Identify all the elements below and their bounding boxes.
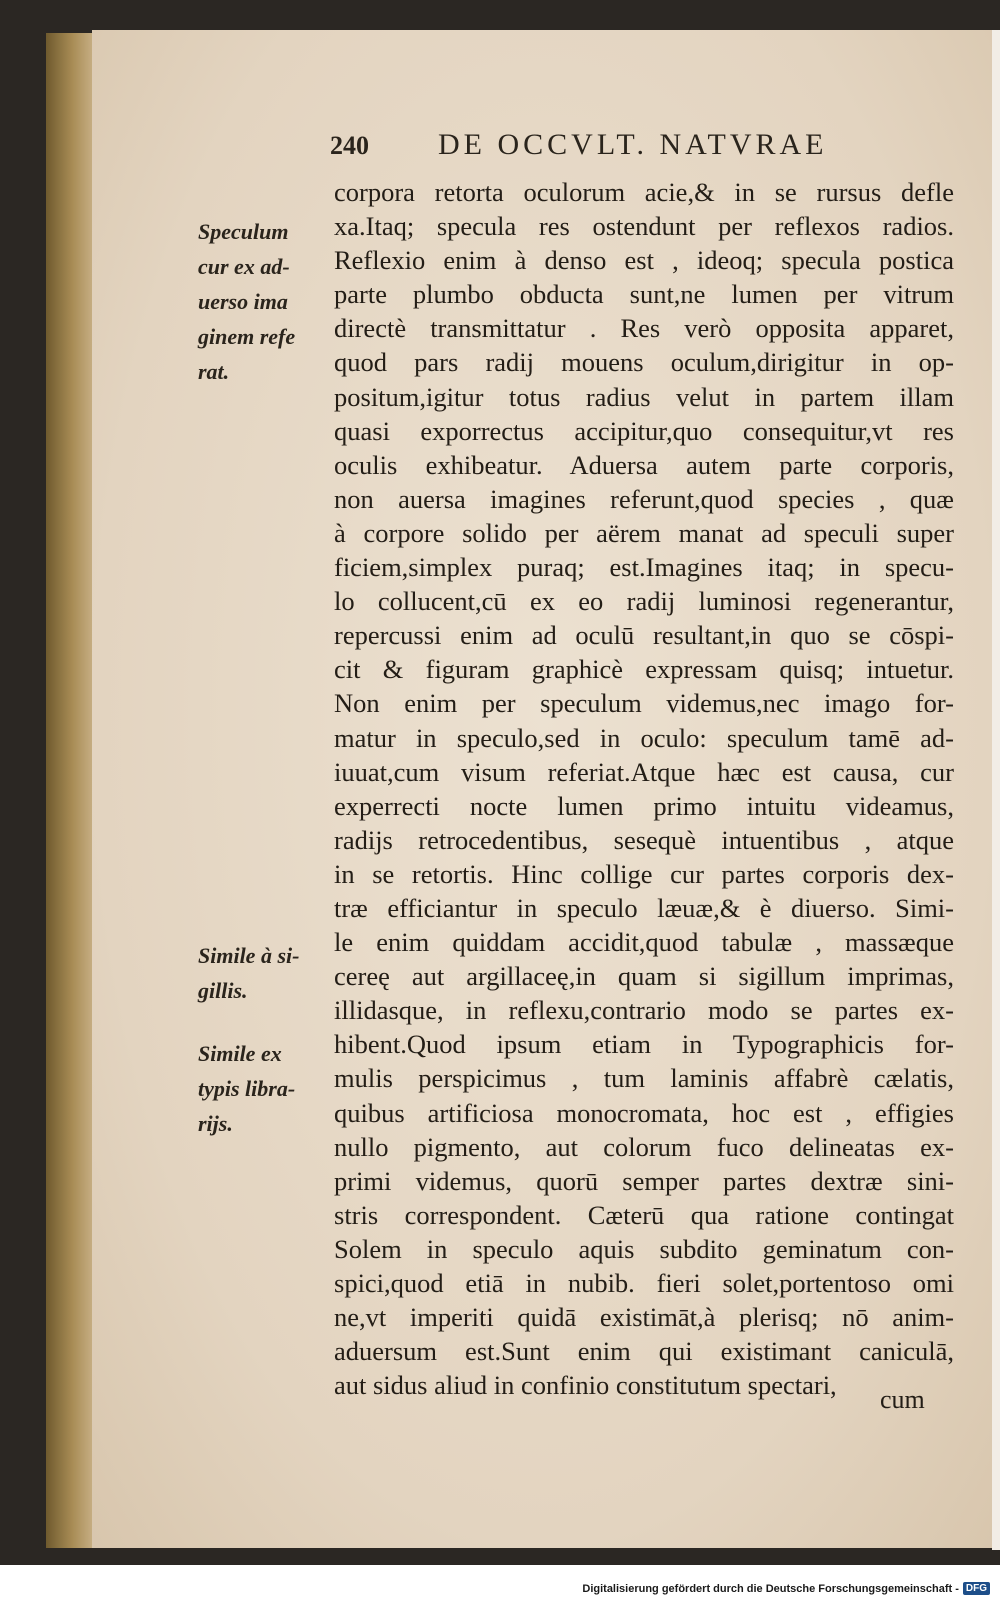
text-line: quasi exporrectus accipitur,quo consequitur,vt res: [334, 415, 954, 446]
running-title: DE OCCVLT. NATVRAE: [438, 128, 828, 161]
text-line: quibus artificiosa monocromata, hoc est , effigies: [334, 1097, 954, 1128]
text-line: radijs retrocedentibus, sesequè intuentibus , atque: [334, 824, 954, 855]
text-line: in se retortis. Hinc collige cur partes corporis dex-: [334, 858, 954, 889]
text-line: oculis exhibeatur. Aduersa autem parte corporis,: [334, 449, 954, 480]
text-line: parte plumbo obducta sunt,ne lumen per vitrum: [334, 279, 954, 310]
text-line: positum,igitur totus radius velut in partem illam: [334, 381, 954, 412]
margin-note-sigillis: [198, 938, 338, 1008]
text-line: quod pars radij mouens oculum,dirigitur in op-: [334, 347, 954, 378]
text-line: cit & figuram graphicè expressam quisq; intuetur.: [334, 654, 954, 685]
margin-note-line: gillis.: [198, 978, 248, 1003]
text-line: directè transmittatur . Res verò opposita apparet,: [334, 313, 954, 344]
margin-note-speculum: [198, 214, 338, 389]
margin-note-line: uerso ima: [198, 289, 288, 314]
digitization-credit: [582, 1582, 990, 1595]
margin-note-line: typis libra-: [198, 1076, 296, 1101]
dfg-logo: DFG: [963, 1582, 990, 1595]
text-line: illidasque, in reflexu,contrario modo se partes ex-: [334, 995, 954, 1026]
text-line: aduersum est.Sunt enim qui existimant caniculā,: [334, 1336, 954, 1367]
text-line: matur in speculo,sed in oculo: speculum tamē ad-: [334, 722, 954, 753]
margin-note-line: cur ex ad-: [198, 254, 290, 279]
text-line: lo collucent,cū ex eo radij luminosi regenerantur,: [334, 586, 954, 617]
credit-text: Digitalisierung gefördert durch die Deutsche Forschungsgemeinschaft -: [582, 1582, 959, 1595]
text-line: Solem in speculo aquis subdito geminatum con-: [334, 1233, 954, 1264]
margin-note-typis: [198, 1036, 338, 1141]
text-line: à corpore solido per aërem manat ad speculi super: [334, 517, 954, 548]
text-line: Non enim per speculum videmus,nec imago for-: [334, 688, 954, 719]
text-line: iuuat,cum visum referiat.Atque hæc est causa, cur: [334, 756, 954, 787]
text-line: primi videmus, quorū semper partes dextræ sini-: [334, 1165, 954, 1196]
margin-note-line: Speculum: [198, 219, 289, 244]
page-number: 240: [330, 131, 369, 160]
margin-note-line: rijs.: [198, 1111, 233, 1136]
text-line: ficiem,simplex puraq; est.Imagines itaq; in specu-: [334, 552, 954, 583]
book-gutter: [46, 33, 94, 1548]
running-head: [330, 128, 904, 168]
text-line: le enim quiddam accidit,quod tabulæ , massæque: [334, 927, 954, 958]
text-line: cereę aut argillaceę,in quam si sigillum imprimas,: [334, 961, 954, 992]
text-line: experrecti nocte lumen primo intuitu videamus,: [334, 790, 954, 821]
page-edge: [992, 30, 1000, 1550]
text-line: stris correspondent. Cæterū qua ratione contingat: [334, 1199, 954, 1230]
text-line: repercussi enim ad oculū resultant,in quo se cōspi-: [334, 620, 954, 651]
text-line: ne,vt imperiti quidā existimāt,à plerisq; nō anim-: [334, 1302, 954, 1333]
body-text: [334, 175, 954, 1402]
text-line: aut sidus aliud in confinio constitutum spectari,: [334, 1370, 837, 1401]
catchword: cum: [880, 1385, 925, 1414]
text-line: mulis perspicimus , tum laminis affabrè cælatis,: [334, 1063, 954, 1094]
text-line: hibent.Quod ipsum etiam in Typographicis for-: [334, 1029, 954, 1060]
margin-note-line: rat.: [198, 359, 230, 384]
margin-note-line: Simile à si-: [198, 943, 300, 968]
text-line: træ efficiantur in speculo læuæ,& è diuerso. Simi-: [334, 892, 954, 923]
text-line: xa.Itaq; specula res ostendunt per reflexos radios.: [334, 211, 954, 242]
text-line: spici,quod etiā in nubib. fieri solet,portentoso omi: [334, 1268, 954, 1298]
margin-note-line: ginem refe: [198, 324, 296, 349]
text-line: non auersa imagines referunt,quod species , quæ: [334, 483, 954, 514]
text-line: nullo pigmento, aut colorum fuco delineatas ex-: [334, 1131, 954, 1162]
text-line: corpora retorta oculorum acie,& in se rursus defle: [334, 177, 954, 207]
margin-note-line: Simile ex: [198, 1041, 282, 1066]
text-line: Reflexio enim à denso est , ideoq; specula postica: [334, 245, 954, 276]
